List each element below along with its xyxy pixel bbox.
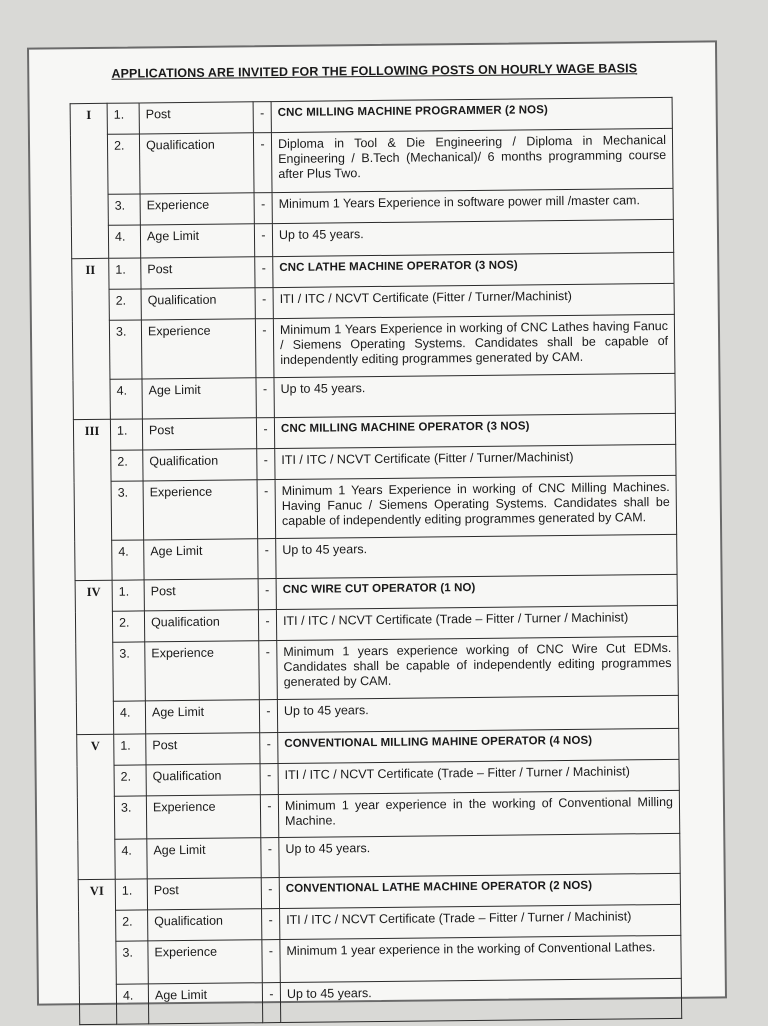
post-title: CNC LATHE MACHINE OPERATOR (3 NOS) — [273, 252, 674, 287]
post-roman-numeral: III — [73, 419, 112, 580]
qualification-value: ITI / ITC / NCVT Certificate (Trade – Fitter / Turner / Machinist) — [280, 904, 681, 939]
table-row — [72, 314, 675, 379]
post-roman-numeral: I — [70, 103, 109, 258]
qualification-value: ITI / ITC / NCVT Certificate (Trade – Fitter / Turner / Machinist) — [278, 759, 679, 794]
separator-dash: - — [262, 940, 280, 983]
separator-dash: - — [258, 539, 276, 579]
experience-value: Minimum 1 year experience in the working of Conventional Milling Machine. — [278, 790, 679, 837]
field-label: Age Limit — [147, 838, 261, 879]
field-label: Experience — [143, 480, 258, 540]
row-number: 2. — [111, 450, 143, 481]
row-number: 3. — [108, 194, 140, 225]
field-label: Qualification — [144, 610, 258, 642]
experience-value: Minimum 1 Years Experience in software power mill /master cam. — [272, 188, 673, 223]
age-limit-value: Up to 45 years. — [272, 219, 673, 256]
table-row — [70, 128, 673, 194]
row-number: 4. — [108, 225, 140, 258]
field-label: Age Limit — [140, 224, 254, 258]
qualification-value: Diploma in Tool & Die Engineering / Diploma in Mechanical Engineering / B.Tech (Mechanical)/ 6 months programming course after Plus Two. — [271, 128, 673, 192]
row-number: 4. — [113, 701, 145, 734]
field-label: Qualification — [146, 764, 260, 796]
table-row — [78, 833, 680, 879]
post-title: CNC MILLING MACHINE OPERATOR (3 NOS) — [274, 413, 675, 448]
post-roman-numeral: IV — [75, 580, 114, 734]
separator-dash: - — [262, 909, 280, 940]
field-label: Age Limit — [144, 539, 258, 580]
post-title: CONVENTIONAL LATHE MACHINE OPERATOR (2 NOS) — [279, 873, 680, 908]
separator-dash: - — [254, 193, 272, 224]
post-title: CNC WIRE CUT OPERATOR (1 NO) — [276, 574, 677, 609]
row-number: 3. — [111, 481, 144, 540]
separator-dash: - — [255, 257, 273, 288]
separator-dash: - — [260, 795, 278, 838]
field-label: Experience — [148, 940, 262, 984]
age-limit-value: Up to 45 years. — [277, 695, 678, 732]
separator-dash: - — [256, 418, 274, 449]
field-label: Age Limit — [148, 983, 262, 1024]
field-label: Experience — [141, 319, 256, 379]
row-number: 1. — [107, 103, 139, 134]
separator-dash: - — [253, 133, 272, 193]
separator-dash: - — [255, 288, 273, 319]
post-roman-numeral: V — [77, 734, 116, 879]
separator-dash: - — [254, 224, 272, 257]
post-title: CNC MILLING MACHINE PROGRAMMER (2 NOS) — [271, 97, 672, 132]
field-label: Post — [142, 418, 256, 450]
field-label: Qualification — [141, 288, 255, 320]
age-limit-value: Up to 45 years. — [274, 373, 675, 417]
field-label: Qualification — [143, 449, 257, 481]
table-row — [79, 935, 681, 984]
separator-dash: - — [256, 378, 274, 418]
separator-dash: - — [259, 700, 277, 733]
table-row — [75, 534, 677, 580]
document-heading: APPLICATIONS ARE INVITED FOR THE FOLLOWING POSTS ON HOURLY WAGE BASIS — [111, 61, 638, 81]
row-number: 4. — [115, 839, 147, 879]
field-label: Post — [146, 733, 260, 765]
separator-dash: - — [261, 878, 279, 909]
table-row — [74, 475, 677, 540]
document-sheet — [27, 40, 727, 1005]
separator-dash: - — [262, 983, 280, 1023]
row-number: 4. — [112, 540, 144, 580]
row-number: 2. — [107, 134, 140, 194]
field-label: Qualification — [139, 133, 254, 194]
field-label: Post — [139, 102, 253, 134]
table-row — [77, 790, 679, 839]
row-number: 2. — [112, 611, 144, 642]
separator-dash: - — [260, 764, 278, 795]
row-number: 1. — [109, 258, 141, 289]
field-label: Post — [144, 579, 258, 611]
field-label: Post — [141, 257, 255, 289]
post-roman-numeral: II — [72, 258, 111, 419]
field-label: Age Limit — [142, 378, 256, 419]
post-roman-numeral: VI — [78, 879, 117, 1024]
table-row — [73, 373, 675, 419]
post-title: CONVENTIONAL MILLING MAHINE OPERATOR (4 NOS) — [278, 728, 679, 763]
row-number: 1. — [110, 419, 142, 450]
experience-value: Minimum 1 years experience working of CNC Wire Cut EDMs. Candidates shall be capable of independently editing programmes generated by CAM. — [277, 636, 679, 699]
age-limit-value: Up to 45 years. — [280, 978, 681, 1022]
experience-value: Minimum 1 Years Experience in working of CNC Lathes having Fanuc / Siemens Operating Systems. Candidates shall be capable of independently editing programmes generated by CAM. — [273, 314, 675, 377]
field-label: Post — [147, 878, 261, 910]
row-number: 2. — [116, 910, 148, 941]
field-label: Age Limit — [145, 700, 259, 734]
separator-dash: - — [261, 838, 279, 878]
separator-dash: - — [258, 610, 276, 641]
table-row — [76, 636, 679, 701]
field-label: Qualification — [148, 909, 262, 941]
field-label: Experience — [140, 193, 254, 225]
experience-value: Minimum 1 year experience in the working of Conventional Lathes. — [280, 935, 681, 982]
separator-dash: - — [257, 449, 275, 480]
table-row — [79, 978, 681, 1024]
qualification-value: ITI / ITC / NCVT Certificate (Fitter / Turner/Machinist) — [275, 444, 676, 479]
posts-table — [70, 97, 683, 1025]
row-number: 3. — [113, 642, 146, 701]
row-number: 1. — [112, 580, 144, 611]
separator-dash: - — [260, 733, 278, 764]
age-limit-value: Up to 45 years. — [279, 833, 680, 877]
separator-dash: - — [253, 102, 271, 133]
row-number: 4. — [110, 379, 142, 419]
field-label: Experience — [145, 641, 260, 701]
separator-dash: - — [258, 579, 276, 610]
separator-dash: - — [259, 641, 278, 700]
row-number: 2. — [114, 765, 146, 796]
row-number: 3. — [114, 796, 146, 839]
row-number: 4. — [116, 984, 148, 1024]
row-number: 3. — [109, 320, 142, 379]
row-number: 2. — [109, 289, 141, 320]
separator-dash: - — [257, 480, 276, 539]
field-label: Experience — [146, 795, 260, 839]
row-number: 1. — [114, 734, 146, 765]
row-number: 3. — [116, 941, 148, 984]
row-number: 1. — [115, 879, 147, 910]
qualification-value: ITI / ITC / NCVT Certificate (Fitter / Turner/Machinist) — [273, 283, 674, 318]
experience-value: Minimum 1 Years Experience in working of CNC Milling Machines. Having Fanuc / Siemens Operating Systems. Candidates shall be capable of independently editing programmes generated by CAM. — [275, 475, 677, 538]
qualification-value: ITI / ITC / NCVT Certificate (Trade – Fitter / Turner / Machinist) — [276, 605, 677, 640]
age-limit-value: Up to 45 years. — [276, 534, 677, 578]
separator-dash: - — [255, 319, 274, 378]
